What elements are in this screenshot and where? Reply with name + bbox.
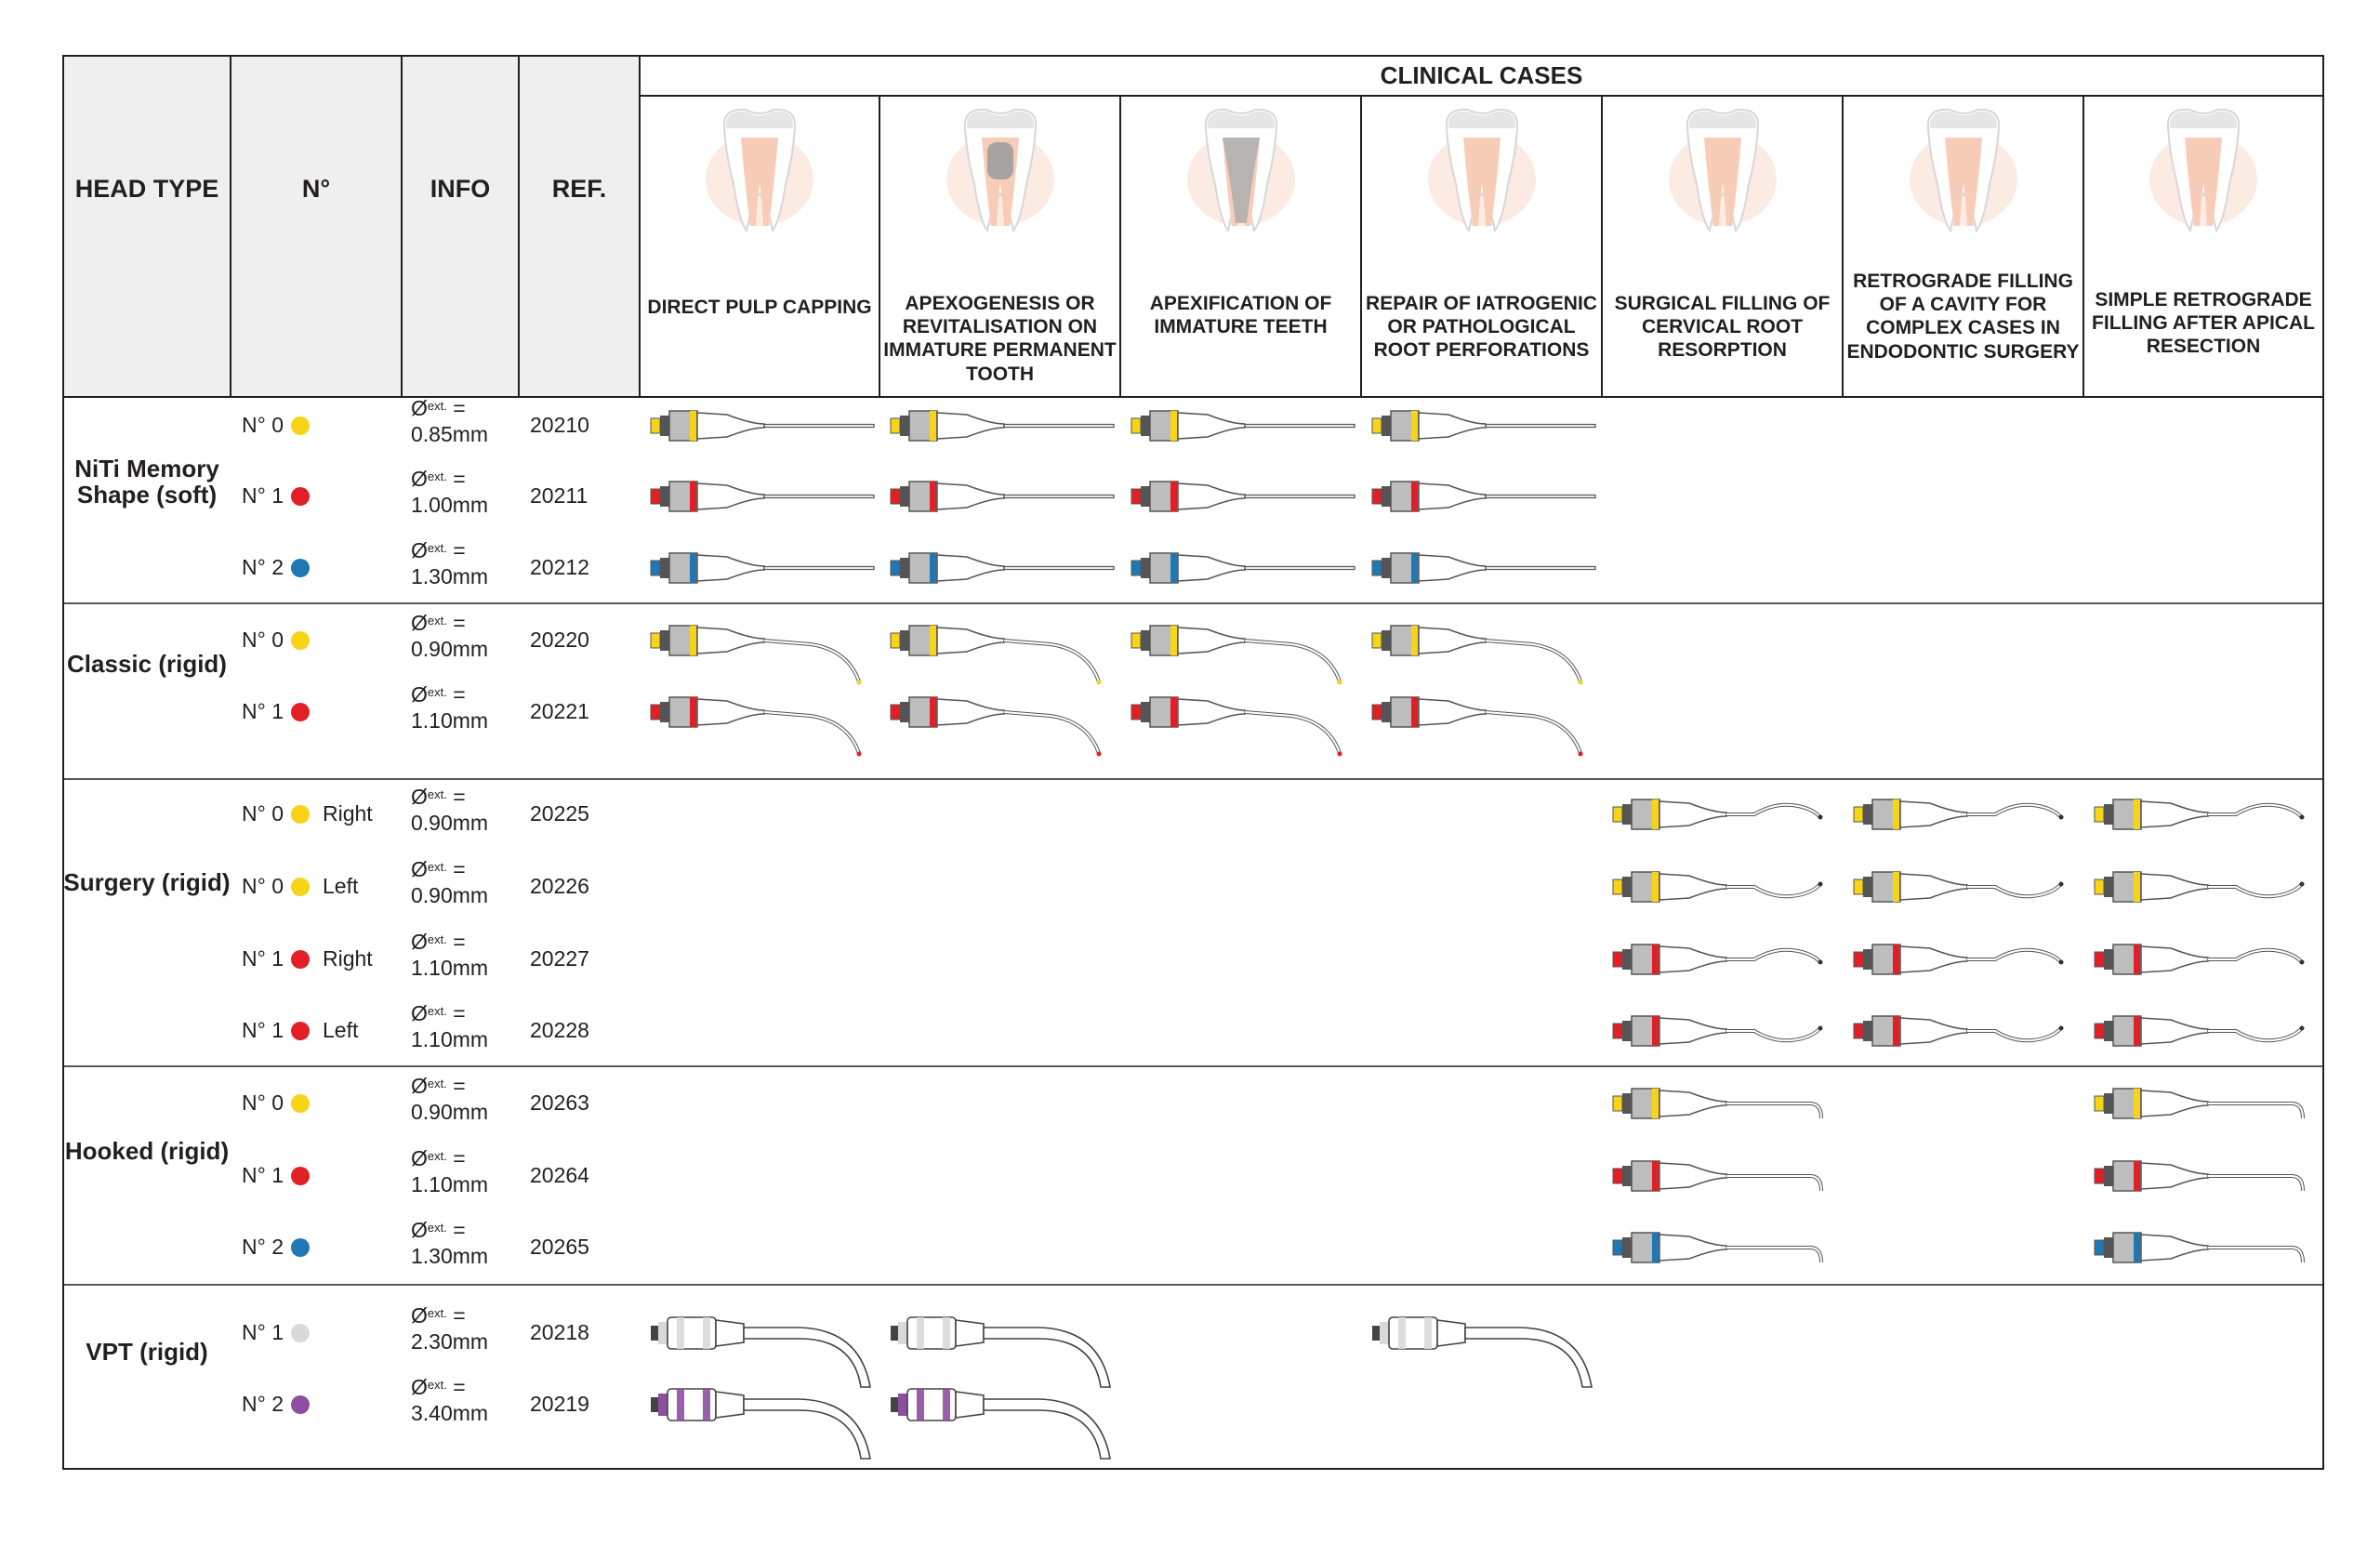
header-head-type: HEAD TYPE [74,175,219,203]
color-dot [291,1395,310,1414]
diameter-sub: ext. [427,541,447,555]
row-info [411,1303,488,1354]
row-number [242,874,358,899]
color-dot [291,1324,310,1342]
number-label: N° 1 [242,946,284,971]
number-label: N° 0 [242,874,284,898]
diameter-symbol: Ø [411,1375,428,1399]
diameter-sub: ext. [427,614,447,628]
row-ref: 20265 [530,1235,589,1259]
case-label-7: SIMPLE RETROGRADE FILLING AFTER APICAL RESECTION [2092,289,2315,358]
side-label: Right [323,801,373,826]
diameter-symbol: Ø [411,857,428,881]
diameter-sub: ext. [427,1077,447,1090]
equals: = [453,930,466,954]
tooth-illustration-2 [945,100,1056,244]
diameter-sub: ext. [427,399,447,413]
row-info [411,1146,488,1197]
number-label: N° 0 [242,628,284,652]
header-clinical-cases: CLINICAL CASES [1380,61,1583,89]
tooth-illustration-4 [1426,100,1538,244]
row-ref: 20210 [530,413,589,437]
equals: = [453,785,466,809]
case-label-5: SURGICAL FILLING OF CERVICAL ROOT RESORPTION [1614,293,1831,362]
diameter-value: 1.30mm [411,1243,489,1268]
diameter-symbol: Ø [411,785,428,809]
case-label-6: RETROGRADE FILLING OF A CAVITY FOR COMPLEX CASES IN ENDODONTIC SURGERY [1846,271,2080,363]
diameter-symbol: Ø [411,611,428,635]
diameter-symbol: Ø [411,538,428,562]
color-dot [291,631,310,650]
diameter-value: 1.10mm [411,707,489,733]
row-info [411,611,488,662]
tooth-illustration-1 [704,100,815,244]
diameter-sub: ext. [427,1149,447,1163]
diameter-value: 0.90mm [411,1099,489,1124]
diameter-value: 1.00mm [411,492,489,517]
diameter-sub: ext. [427,860,447,874]
color-dot [291,559,310,577]
number-label: N° 1 [242,1163,284,1187]
number-label: N° 1 [242,1320,284,1344]
equals: = [453,682,466,707]
color-dot [291,1167,310,1185]
color-dot [291,487,310,506]
diameter-sub: ext. [427,1306,447,1320]
row-ref: 20263 [530,1090,589,1115]
number-label: N° 0 [242,1090,284,1115]
diameter-value: 2.30mm [411,1328,489,1354]
row-ref: 20221 [530,699,589,723]
row-ref: 20226 [530,874,589,898]
number-label: N° 2 [242,555,284,579]
diameter-symbol: Ø [411,1218,428,1242]
color-dot [291,878,310,896]
diameter-value: 0.85mm [411,421,489,446]
color-dot [291,950,310,969]
row-ref: 20228 [530,1018,589,1042]
diameter-symbol: Ø [411,467,428,491]
diameter-sub: ext. [427,787,447,801]
row-info [411,857,488,908]
row-number [242,1392,310,1417]
number-label: N° 0 [242,801,284,826]
diameter-value: 3.40mm [411,1400,489,1425]
row-info [411,785,488,836]
row-info [411,682,488,733]
group-name-vpt: VPT (rigid) [86,1338,208,1366]
color-dot [291,703,310,721]
color-dot [291,1022,310,1040]
diameter-sub: ext. [427,469,447,483]
row-ref: 20218 [530,1320,589,1344]
equals: = [453,611,466,635]
row-info [411,930,488,981]
header-number: N° [301,175,331,203]
diameter-value: 1.10mm [411,955,489,980]
tooth-illustration-7 [2148,100,2259,244]
row-number [242,699,310,724]
number-label: N° 2 [242,1235,284,1259]
row-ref: 20211 [530,483,588,508]
diameter-sub: ext. [427,1221,447,1235]
diameter-sub: ext. [427,932,447,946]
group-name-hooked: Hooked (rigid) [64,1137,230,1165]
side-label: Left [323,1018,359,1042]
case-label-3: APEXIFICATION OF IMMATURE TEETH [1149,293,1332,338]
row-number [242,1320,310,1345]
header-info: INFO [430,175,491,203]
equals: = [453,1375,466,1399]
equals: = [453,1218,466,1242]
row-ref: 20212 [530,555,589,579]
equals: = [453,1001,466,1025]
row-info [411,1074,488,1125]
diameter-sub: ext. [427,1378,447,1392]
row-number [242,628,310,653]
row-info [411,396,488,447]
row-number [242,1235,310,1260]
number-label: N° 1 [242,483,284,508]
diameter-symbol: Ø [411,1001,428,1025]
equals: = [453,396,466,420]
row-info [411,1218,488,1269]
row-info [411,538,488,589]
equals: = [453,1146,466,1170]
header-ref: REF. [551,175,607,203]
equals: = [453,857,466,881]
tooth-illustration-3 [1185,100,1297,244]
row-number [242,1163,310,1188]
color-dot [291,1238,310,1257]
number-label: N° 1 [242,1018,284,1042]
diameter-sub: ext. [427,1004,447,1018]
diameter-symbol: Ø [411,682,428,707]
row-ref: 20219 [530,1392,589,1416]
row-ref: 20225 [530,801,589,826]
group-name-surgery: Surgery (rigid) [63,868,231,896]
diameter-symbol: Ø [411,1303,428,1328]
row-number [242,413,310,438]
row-info [411,1001,488,1052]
diameter-symbol: Ø [411,930,428,954]
color-dot [291,1094,310,1113]
row-ref: 20264 [530,1163,589,1187]
diameter-sub: ext. [427,685,447,699]
row-number [242,946,373,971]
equals: = [453,1074,466,1098]
equals: = [453,467,466,491]
row-number [242,801,373,826]
diameter-symbol: Ø [411,396,428,420]
tooth-illustration-5 [1667,100,1778,244]
diameter-value: 0.90mm [411,636,489,661]
row-ref: 20220 [530,628,589,652]
row-info [411,467,488,518]
side-label: Right [323,946,373,971]
diameter-value: 1.10mm [411,1026,489,1051]
group-name-classic: Classic (rigid) [67,650,227,678]
diameter-value: 0.90mm [411,810,489,835]
case-label-2: APEXOGENESIS OR REVITALISATION ON IMMATURE PERMANENT TOOTH [883,293,1117,385]
tooth-illustration-6 [1908,100,2019,244]
row-info [411,1375,488,1426]
row-number [242,483,310,509]
group-name-niti: NiTi Memory Shape (soft) [74,455,219,509]
row-number [242,1018,358,1043]
diameter-value: 0.90mm [411,882,489,907]
case-label-1: DIRECT PULP CAPPING [647,297,872,318]
row-ref: 20227 [530,946,589,971]
row-number [242,555,310,580]
diameter-value: 1.10mm [411,1171,489,1196]
equals: = [453,1303,466,1328]
color-dot [291,805,310,824]
equals: = [453,538,466,562]
number-label: N° 2 [242,1392,284,1416]
diameter-symbol: Ø [411,1074,428,1098]
diameter-symbol: Ø [411,1146,428,1170]
row-number [242,1090,310,1116]
number-label: N° 0 [242,413,284,437]
color-dot [291,416,310,435]
diameter-value: 1.30mm [411,563,489,588]
case-label-4: REPAIR OF IATROGENIC OR PATHOLOGICAL ROOT PERFORATIONS [1366,293,1597,362]
side-label: Left [323,874,359,898]
number-label: N° 1 [242,699,284,723]
